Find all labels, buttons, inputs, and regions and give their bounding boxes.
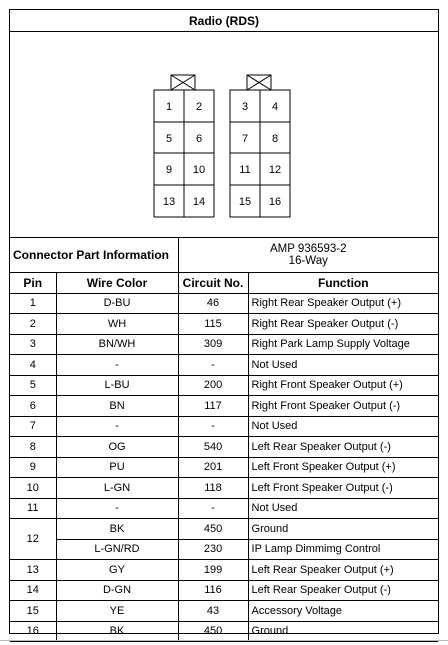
header-wire-color: Wire Color [56, 273, 178, 294]
function-cell: Ground [248, 621, 438, 642]
pin-label: 10 [192, 164, 206, 176]
table-row [10, 539, 438, 560]
function-cell: IP Lamp Dimmimg Control [248, 539, 438, 560]
circuit-cell: - [178, 416, 248, 437]
pin-label: 7 [241, 133, 249, 145]
function-cell: Left Front Speaker Output (+) [248, 457, 438, 478]
function-cell: Not Used [248, 416, 438, 437]
pin-label: 15 [238, 196, 252, 208]
pin-cell: 10 [10, 478, 56, 499]
circuit-cell: 199 [178, 560, 248, 581]
pin-cell: 4 [10, 355, 56, 376]
pin-label: 14 [192, 196, 206, 208]
pin-cell: 3 [10, 334, 56, 355]
part-info-label: Connector Part Information [10, 238, 178, 273]
pin-cell: 2 [10, 314, 56, 335]
pin-cell: 16 [10, 621, 56, 642]
circuit-cell: 450 [178, 621, 248, 642]
function-cell: Not Used [248, 355, 438, 376]
function-cell: Right Front Speaker Output (+) [248, 375, 438, 396]
pin-label: 12 [268, 164, 282, 176]
pin-label: 2 [195, 101, 203, 113]
pin-label: 5 [165, 133, 173, 145]
circuit-cell: 117 [178, 396, 248, 417]
connector-face-drawing [10, 32, 438, 238]
circuit-cell: 540 [178, 437, 248, 458]
table-row [10, 580, 438, 601]
pin-cell: 14 [10, 580, 56, 601]
pin-cell: 13 [10, 560, 56, 581]
pin-label: 4 [271, 101, 279, 113]
table-row [10, 621, 438, 642]
wire-color-cell: L-GN [56, 478, 178, 499]
pin-cell: 11 [10, 498, 56, 519]
part-type: 16-Way [288, 255, 328, 267]
pin-cell: 9 [10, 457, 56, 478]
circuit-cell: 118 [178, 478, 248, 499]
table-row [10, 478, 438, 499]
circuit-cell: 201 [178, 457, 248, 478]
sheet-title: Radio (RDS) [10, 10, 438, 32]
wire-color-cell: D-GN [56, 580, 178, 601]
pin-label: 11 [239, 164, 251, 176]
function-cell: Not Used [248, 498, 438, 519]
connector-diagram [10, 32, 438, 238]
header-function: Function [248, 273, 438, 294]
function-cell: Accessory Voltage [248, 601, 438, 622]
pin-cell: 15 [10, 601, 56, 622]
function-cell: Right Rear Speaker Output (-) [248, 314, 438, 335]
function-cell: Left Rear Speaker Output (-) [248, 437, 438, 458]
table-row [10, 416, 438, 437]
table-header-row [10, 273, 438, 294]
table-row [10, 314, 438, 335]
circuit-cell: 115 [178, 314, 248, 335]
function-cell: Left Front Speaker Output (-) [248, 478, 438, 499]
part-number: AMP 936593-2 [270, 243, 347, 255]
circuit-cell: 309 [178, 334, 248, 355]
part-info-row [10, 238, 438, 273]
wire-color-cell: GY [56, 560, 178, 581]
pin-label: 3 [241, 101, 249, 113]
wire-color-cell: YE [56, 601, 178, 622]
pin-cell: 5 [10, 375, 56, 396]
pin-cell: 6 [10, 396, 56, 417]
wire-color-cell: BK [56, 621, 178, 642]
connector-sheet [9, 9, 439, 638]
function-cell: Left Rear Speaker Output (+) [248, 560, 438, 581]
circuit-cell: 450 [178, 519, 248, 540]
table-row [10, 519, 438, 540]
pin-label: 16 [268, 196, 282, 208]
page-bottom-divider [0, 640, 448, 641]
pinout-table [10, 238, 438, 642]
function-cell: Right Park Lamp Supply Voltage [248, 334, 438, 355]
header-circuit: Circuit No. [178, 273, 248, 294]
wire-color-cell: - [56, 355, 178, 376]
table-row [10, 355, 438, 376]
header-pin: Pin [10, 273, 56, 294]
pin-label: 6 [195, 133, 203, 145]
table-row [10, 293, 438, 314]
wire-color-cell: - [56, 498, 178, 519]
table-row [10, 334, 438, 355]
circuit-cell: - [178, 498, 248, 519]
circuit-cell: 43 [178, 601, 248, 622]
circuit-cell: 230 [178, 539, 248, 560]
pin-cell: 7 [10, 416, 56, 437]
table-row [10, 560, 438, 581]
circuit-cell: - [178, 355, 248, 376]
pin-label: 8 [271, 133, 279, 145]
wire-color-cell: WH [56, 314, 178, 335]
table-row [10, 601, 438, 622]
pin-cell: 1 [10, 293, 56, 314]
circuit-cell: 46 [178, 293, 248, 314]
table-row [10, 375, 438, 396]
wire-color-cell: - [56, 416, 178, 437]
wire-color-cell: PU [56, 457, 178, 478]
table-row [10, 396, 438, 417]
function-cell: Right Rear Speaker Output (+) [248, 293, 438, 314]
wire-color-cell: BN/WH [56, 334, 178, 355]
wire-color-cell: BN [56, 396, 178, 417]
wire-color-cell: L-BU [56, 375, 178, 396]
circuit-cell: 116 [178, 580, 248, 601]
pin-label: 1 [165, 101, 173, 113]
circuit-cell: 200 [178, 375, 248, 396]
function-cell: Right Front Speaker Output (-) [248, 396, 438, 417]
pin-label: 13 [162, 196, 176, 208]
wire-color-cell: L-GN/RD [56, 539, 178, 560]
function-cell: Left Rear Speaker Output (-) [248, 580, 438, 601]
wire-color-cell: D-BU [56, 293, 178, 314]
wire-color-cell: OG [56, 437, 178, 458]
pin-cell: 12 [10, 519, 56, 560]
wire-color-cell: BK [56, 519, 178, 540]
table-row [10, 498, 438, 519]
table-row [10, 457, 438, 478]
part-info-value [178, 238, 438, 273]
function-cell: Ground [248, 519, 438, 540]
table-row [10, 437, 438, 458]
pin-cell: 8 [10, 437, 56, 458]
pin-label: 9 [165, 164, 173, 176]
